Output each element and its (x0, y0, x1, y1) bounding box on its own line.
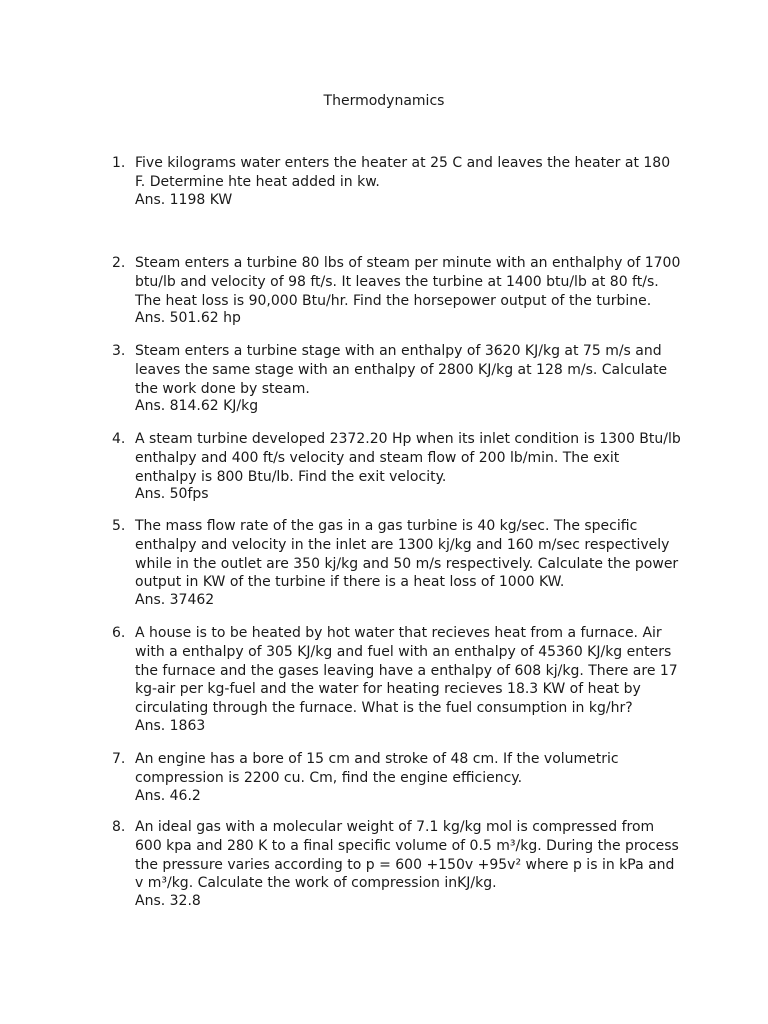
problem-1 (112, 154, 682, 209)
problem-6 (112, 624, 682, 735)
problem-text: A steam turbine developed 2372.20 Hp when its inlet condition is 1300 Btu/lb enthalpy and 400 ft/s velocity and steam flow of 200 lb/min. The exit enthalpy is 800 Btu/lb. Find the exit velocity. (135, 431, 681, 485)
problem-body (135, 342, 682, 415)
problem-body (135, 624, 682, 735)
problem-text: Five kilograms water enters the heater at 25 C and leaves the heater at 180 F. Determine hte heat added in kw. (135, 155, 671, 190)
problem-body (135, 430, 682, 503)
problem-number: 1. (112, 155, 126, 171)
problem-number: 7. (112, 751, 126, 767)
problem-body (135, 517, 682, 609)
problem-text: Steam enters a turbine 80 lbs of steam per minute with an enthalphy of 1700 btu/lb and velocity of 98 ft/s. It leaves the turbine at 1400 btu/lb at 80 ft/s. The heat loss is 90,000 Btu/hr. Find the horsepower output of the turbine. (135, 255, 681, 309)
problem-7 (112, 750, 682, 805)
problem-answer: Ans. 32.8 (135, 893, 201, 910)
problem-2 (112, 254, 682, 327)
problem-answer: Ans. 1863 (135, 717, 206, 734)
problem-answer: Ans. 501.62 hp (135, 310, 241, 327)
problem-text: A house is to be heated by hot water that recieves heat from a furnace. Air with a enthalpy of 305 KJ/kg and fuel with an enthalpy of 45360 KJ/kg enters the furnace and the gases leaving have a enthalpy of 608 kj/kg. There are 17 kg-air per kg-fuel and the water for heating recieves 18.3 KW of heat by circulating through the furnace. What is the fuel consumption in kg/hr? (135, 625, 678, 717)
problem-number: 8. (112, 819, 126, 835)
problem-answer: Ans. 50fps (135, 486, 209, 503)
problem-body (135, 818, 682, 910)
problem-8 (112, 818, 682, 910)
problem-number: 6. (112, 625, 126, 641)
problem-answer: Ans. 814.62 KJ/kg (135, 398, 259, 415)
problem-answer: Ans. 1198 KW (135, 191, 233, 208)
document-title: Thermodynamics (323, 93, 445, 109)
problem-body (135, 254, 682, 327)
problem-4 (112, 430, 682, 503)
problem-text: An ideal gas with a molecular weight of 7.1 kg/kg mol is compressed from 600 kpa and 280 K to a final specific volume of 0.5 m³/kg. During the process the pressure varies according to p = 600 +150v +95v² where p is in kPa and v m³/kg. Calculate the work of compression inKJ/kg. (135, 819, 679, 892)
problem-text: Steam enters a turbine stage with an enthalpy of 3620 KJ/kg at 75 m/s and leaves the same stage with an enthalpy of 2800 KJ/kg at 128 m/s. Calculate the work done by steam. (135, 343, 668, 397)
problem-answer: Ans. 46.2 (135, 787, 201, 804)
problem-number: 2. (112, 255, 126, 271)
problem-text: An engine has a bore of 15 cm and stroke of 48 cm. If the volumetric compression is 2200 cu. Cm, find the engine efficiency. (135, 751, 619, 786)
problem-number: 5. (112, 518, 126, 534)
problem-body (135, 750, 682, 805)
problem-3 (112, 342, 682, 415)
problem-answer: Ans. 37462 (135, 592, 215, 609)
problem-number: 4. (112, 431, 126, 447)
problem-text: The mass flow rate of the gas in a gas turbine is 40 kg/sec. The specific enthalpy and velocity in the inlet are 1300 kj/kg and 160 m/sec respectively while in the outlet are 350 kj/kg and 50 m/s respectively. Calculate the power output in KW of the turbine if there is a heat loss of 1000 KW. (135, 518, 679, 591)
problem-5 (112, 517, 682, 609)
problem-body (135, 154, 682, 209)
problem-number: 3. (112, 343, 126, 359)
